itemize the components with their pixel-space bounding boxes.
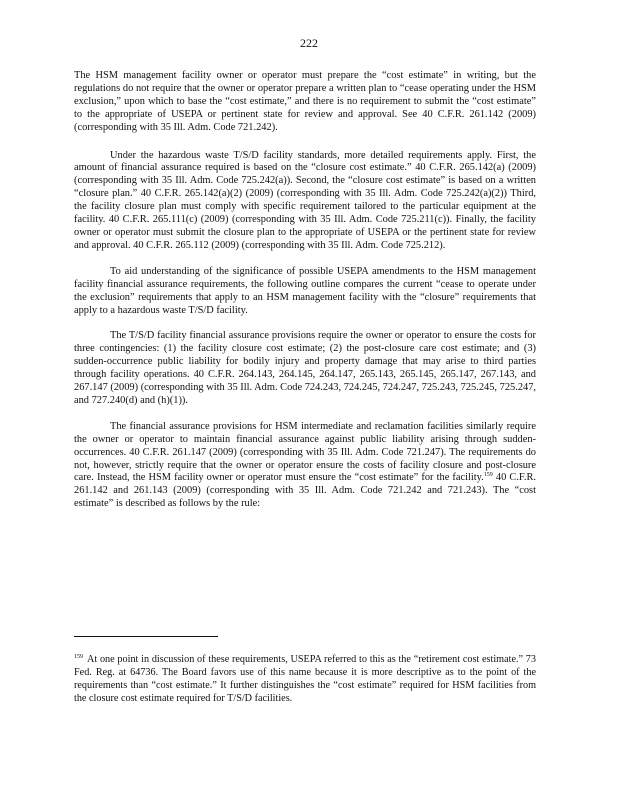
paragraph-tsd-standards: Under the hazardous waste T/S/D facility standards, more detailed requirements apply. First, the amount of financial assurance required is based on the “closure cost estimate.” 40 C.F.R. 265.142(a) (2009) (corresponding with 35 Ill. Adm. Code 725.242(a)). Second, the “closure cost estimate” is based on a written “closure plan.” 40 C.F.R. 265.142(a)(2) (2009) (corresponding with 35 Ill. Adm. Code 725.242(a)(2)) Third, the facility closure plan must comply with specific requirement tailored to the particular equipment at the facility. 40 C.F.R. 265.111(c) (2009) (corresponding with 35 Ill. Adm. Code 725.211(c)). Finally, the facility owner or operator must submit the closure plan to the appropriate of USEPA or the pertinent state for review and approval. 40 C.F.R. 265.112 (2009) (corresponding with 35 Ill. Adm. Code 725.212). <box>74 149 536 251</box>
paragraph-text-before-reference: The financial assurance provisions for HSM intermediate and reclamation facilities similarly require the owner or operator to maintain financial assurance against public liability arising through sudden-occurrences. 40 C.F.R. 261.147 (2009) (corresponding with 35 Ill. Adm. Code 721.247). The requirements do not, however, strictly require that the owner or operator ensure the costs of facility closure and post-closure care. Instead, the HSM facility owner or operator must ensure the “cost estimate” for the facility. <box>74 420 536 484</box>
body-text <box>74 70 536 524</box>
paragraph-hsm-financial-assurance <box>74 421 536 511</box>
paragraph-tsd-financial-assurance: The T/S/D facility financial assurance provisions require the owner or operator to ensure the costs for three contingencies: (1) the facility closure cost estimate; (2) the post-closure care cost estimate; and (3) sudden-occurrence public liability for bodily injury and property damage that may arise to third parties through facility operations. 40 C.F.R. 264.143, 264.145, 264.147, 265.143, 265.145, 265.147, 267.143, and 267.147 (2009) (corresponding with 35 Ill. Adm. Code 724.243, 724.245, 724.247, 725.243, 725.245, 725.247, and 727.240(d) and (h)(1)). <box>74 330 536 406</box>
paragraph-hsm-cost-estimate: The HSM management facility owner or operator must prepare the “cost estimate” in writing, but the regulations do not require that the owner or operator prepare a written plan to “cease operating under the HSM exclusion,” upon which to base the “cost estimate,” and there is no requirement to submit the “cost estimate” to the appropriate of USEPA or pertinent state for review and approval. See 40 C.F.R. 261.142 (2009) (corresponding with 35 Ill. Adm. Code 721.242). <box>74 70 536 133</box>
paragraph-outline-intro: To aid understanding of the significance of possible USEPA amendments to the HSM management facility financial assurance requirements, the following outline compares the current “cease to operate under the exclusion” requirements that apply to an HSM management facility with the “closure” requirements that apply to a hazardous waste T/S/D facility. <box>74 265 536 316</box>
paragraph-text-after-reference: 40 C.F.R. 261.142 and 261.143 (2009) (corresponding with 35 Ill. Adm. Code 721.242 and 721.243). The “cost estimate” is described as follows by the rule: <box>74 472 537 510</box>
footnote-divider <box>74 636 218 637</box>
footnote <box>74 654 536 706</box>
page-number: 222 <box>300 36 318 50</box>
footnote-reference: 159 <box>483 472 493 479</box>
footnote-marker: 159 <box>74 654 83 660</box>
footnote-text: At one point in discussion of these requirements, USEPA referred to this as the “retirement cost estimate.” 73 Fed. Reg. at 64736. The Board favors use of this name because it is more descriptive as to the point of the requirements than “cost estimate.” It further distinguishes the “cost estimate” required for HSM facilities from the closure cost estimate required for T/S/D facilities. <box>74 654 536 704</box>
